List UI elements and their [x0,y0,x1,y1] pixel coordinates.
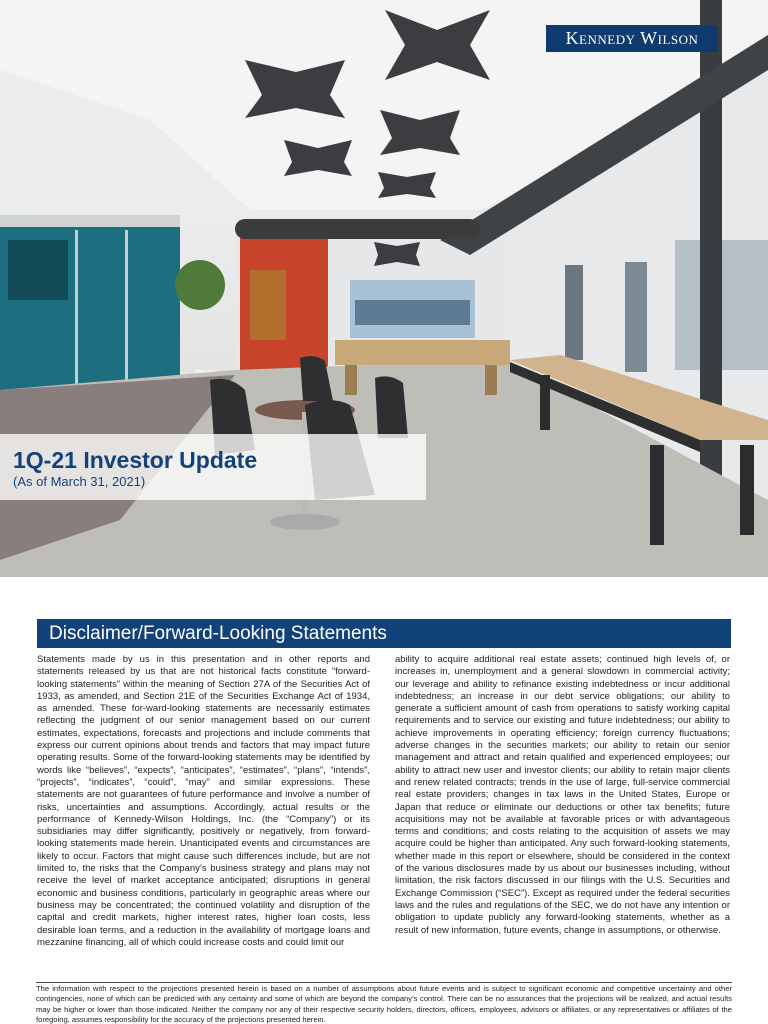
document-title: 1Q-21 Investor Update [13,447,258,473]
section-heading: Disclaimer/Forward-Looking Statements [37,619,731,648]
kennedy-wilson-logo [546,25,718,52]
title-band [0,434,426,500]
logo-text: Kennedy Wilson [565,28,699,48]
projections-footnote: The information with respect to the projections presented herein is based on a number of assumptions about future events and is subject to significant economic and competitive uncertainty and other contingencies, none of which can be predicted with any certainty and some of which are beyond the company’s control. There can be no assurances that the projections will be realized, and actual results may be higher or lower than those indicated. Neither the company nor any of their respective security holders, directors, officers, employees, advisors or affiliates, or any representatives or affiliates of the foregoing, assumes responsibility for the accuracy of the projections presented herein. [36,984,732,1024]
document-date: (As of March 31, 2021) [13,474,146,489]
disclaimer-left-column: Statements made by us in this presentation and in other reports and statements released by us that are not historical facts constitute “forward-looking statements” within the meaning of Section 27A of the Securities Act of 1933, as amended, and Section 21E of the Securities Exchange Act of 1934, as amended. These for-ward-looking statements are necessarily estimates reflecting the judgment of our senior management based on our current estimates, expectations, forecasts and projections and include comments that express our current opinions about trends and factors that may impact future operating results. Some of the forward-looking statements may be identified by words like “believes”, “expects”, “anticipates”, “estimates”, “plans”, “intends”, “projects”, “indicates”, “could”, “may” and similar expressions. These statements are not guarantees of future performance and involve a number of risks, uncertainties and assumptions. Accordingly, actual results or the performance of Kennedy-Wilson Holdings, Inc. (the “Company”) or its subsidiaries may differ significantly, positively or negatively, from forward-looking statements made herein. Unanticipated events and circumstances are likely to occur. Factors that might cause such differences include, but are not limited to, the risks that the Company’s business strategy and plans may not receive the level of market acceptance anticipated; disruptions in general economic and business conditions, particularly in geographic areas where our business may be concentrated; the continued volatility and disruption of the capital and credit markets, higher interest rates, higher loan costs, less desirable loan terms, and a reduction in the availability of mortgage loans and mezzanine financing, all of which could increase costs and could limit our [37,654,370,948]
disclaimer-right-column: ability to acquire additional real estate assets; continued high levels of, or increases in, unemployment and a general slowdown in commercial activity; our leverage and ability to refinance existing indebtedness or incur additional indebtedness; an increase in our debt service obligations; our ability to generate a sufficient amount of cash from operations to satisfy working capital requirements and to service our existing and future indebtedness; our ability to achieve improvements in operating efficiency; foreign currency fluctuations; adverse changes in the securities markets; our ability to retain our senior management and attract and retain qualified and experienced employees; our ability to attract new user and investor clients; our ability to retain major clients and renew related contracts; trends in the use of large, full-service commercial real estate providers; changes in tax laws in the United States, Europe or Japan that reduce or eliminate our deductions or other tax benefits; future acquisitions may not be available at favorable prices or with advantageous terms and conditions; and costs relating to the acquisition of assets we may acquire could be higher than anticipated. Any such forward-looking statements, whether made in this report or elsewhere, should be considered in the context of the various disclosures made by us about our businesses including, without limitation, the risk factors discussed in our filings with the U.S. Securities and Exchange Commission (“SEC”). Except as required under the federal securities laws and the rules and regulations of the SEC, we do not have any intention or obligation to update publicly any forward-looking statements, whether as a result of new information, future events, change in assumptions, or otherwise. [395,654,730,936]
